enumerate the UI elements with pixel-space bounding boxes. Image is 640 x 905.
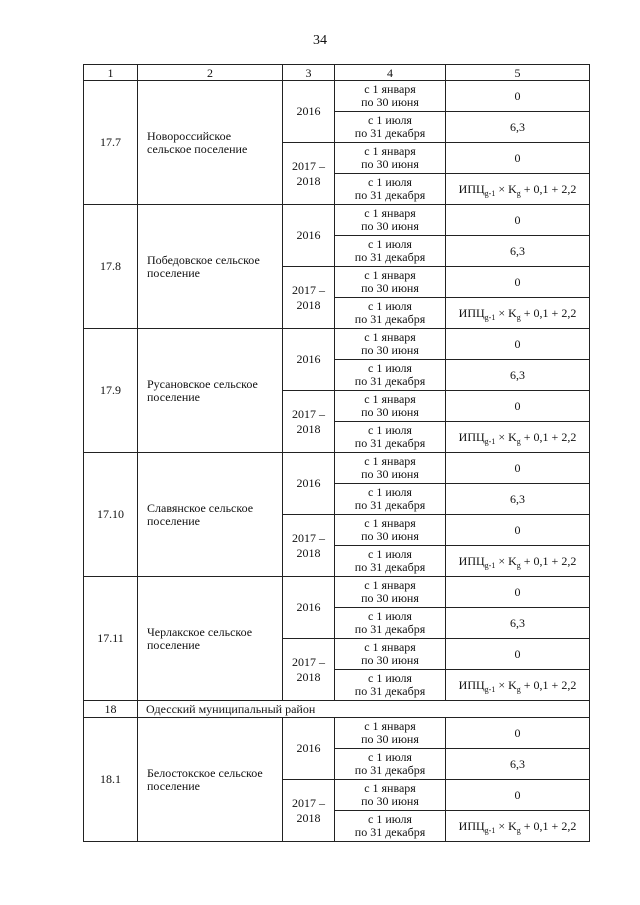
value-text: 0 <box>514 336 521 351</box>
settlement-name-cell <box>138 81 283 205</box>
period-start: с 1 июля <box>368 812 412 826</box>
period-end: по 31 декабря <box>354 312 426 326</box>
settlement-name-cell <box>138 577 283 701</box>
header-row <box>84 65 590 81</box>
value-cell <box>446 81 590 112</box>
period-cell <box>335 608 446 639</box>
table-row <box>84 718 590 749</box>
value-cell <box>446 329 590 360</box>
period-start: с 1 января <box>364 392 416 406</box>
settlement-code: 17.7 <box>84 81 138 205</box>
settlement-code: 17.11 <box>84 577 138 701</box>
period-end: по 30 июня <box>361 653 419 667</box>
header-cell-4: 4 <box>335 65 446 81</box>
value-cell <box>446 267 590 298</box>
period-end: по 30 июня <box>361 219 419 233</box>
period-start: с 1 июля <box>368 750 412 764</box>
formula-times: × K <box>495 553 517 568</box>
formula-tail: + 0,1 + 2,2 <box>520 818 577 833</box>
settlement-name: Черлакское сельское поселение <box>147 624 253 652</box>
year-label: 2016 <box>296 476 321 490</box>
period-cell <box>335 112 446 143</box>
year-label: 2017 – 2018 <box>292 406 325 436</box>
period-start: с 1 января <box>364 268 416 282</box>
value-cell <box>446 670 590 701</box>
period-cell <box>335 236 446 267</box>
value-cell <box>446 718 590 749</box>
period-start: с 1 июля <box>368 609 412 623</box>
value-cell <box>446 391 590 422</box>
table-row <box>84 577 590 608</box>
period-start: с 1 июля <box>368 361 412 375</box>
period-cell <box>335 749 446 780</box>
value-text: 6,3 <box>510 491 525 506</box>
tariff-table <box>83 64 590 842</box>
settlement-code: 17.8 <box>84 205 138 329</box>
period-cell <box>335 718 446 749</box>
period-cell <box>335 546 446 577</box>
header-cell-3: 3 <box>283 65 335 81</box>
year-cell <box>283 453 335 515</box>
formula-sub-g: g <box>516 312 521 322</box>
value-text: 6,3 <box>510 615 525 630</box>
formula-main: ИПЦ <box>458 553 485 568</box>
formula <box>459 678 577 692</box>
year-label: 2016 <box>296 104 321 118</box>
period-start: с 1 июля <box>368 299 412 313</box>
value-text: 0 <box>514 787 521 802</box>
period-cell <box>335 360 446 391</box>
period-end: по 31 декабря <box>354 498 426 512</box>
year-cell <box>283 143 335 205</box>
formula-main: ИПЦ <box>458 429 485 444</box>
value-cell <box>446 112 590 143</box>
period-cell <box>335 205 446 236</box>
period-end: по 30 июня <box>361 281 419 295</box>
year-label: 2017 – 2018 <box>292 795 325 825</box>
period-start: с 1 января <box>364 82 416 96</box>
formula-times: × K <box>495 677 517 692</box>
value-cell <box>446 143 590 174</box>
period-end: по 31 декабря <box>354 436 426 450</box>
formula <box>459 554 577 568</box>
formula-main: ИПЦ <box>458 181 485 196</box>
formula-sub-g: g <box>516 560 521 570</box>
settlement-name-cell <box>138 329 283 453</box>
period-cell <box>335 267 446 298</box>
period-end: по 30 июня <box>361 405 419 419</box>
value-cell <box>446 422 590 453</box>
header-cell-5: 5 <box>446 65 590 81</box>
settlement-name: Белостокское сельское поселение <box>147 765 263 793</box>
period-start: с 1 января <box>364 516 416 530</box>
year-cell <box>283 329 335 391</box>
period-end: по 30 июня <box>361 95 419 109</box>
value-cell <box>446 639 590 670</box>
period-end: по 31 декабря <box>354 622 426 636</box>
period-end: по 30 июня <box>361 343 419 357</box>
value-cell <box>446 174 590 205</box>
value-cell <box>446 484 590 515</box>
period-cell <box>335 422 446 453</box>
formula-times: × K <box>495 305 517 320</box>
period-start: с 1 июля <box>368 113 412 127</box>
period-start: с 1 января <box>364 578 416 592</box>
value-text: 0 <box>514 460 521 475</box>
settlement-name-cell <box>138 205 283 329</box>
year-cell <box>283 267 335 329</box>
year-label: 2017 – 2018 <box>292 530 325 560</box>
period-end: по 30 июня <box>361 794 419 808</box>
year-cell <box>283 577 335 639</box>
header-cell-2: 2 <box>138 65 283 81</box>
formula <box>459 182 577 196</box>
table-body <box>84 65 590 842</box>
formula <box>459 819 577 833</box>
value-text: 6,3 <box>510 367 525 382</box>
formula-tail: + 0,1 + 2,2 <box>520 429 577 444</box>
value-text: 0 <box>514 522 521 537</box>
period-start: с 1 января <box>364 454 416 468</box>
settlement-name: Русановское сельское поселение <box>147 376 258 404</box>
formula-sub-year: g-1 <box>484 436 496 446</box>
period-start: с 1 июля <box>368 671 412 685</box>
formula-sub-g: g <box>516 684 521 694</box>
period-start: с 1 января <box>364 144 416 158</box>
value-text: 0 <box>514 212 521 227</box>
period-cell <box>335 174 446 205</box>
page-number: 34 <box>313 33 327 48</box>
value-cell <box>446 749 590 780</box>
settlement-name-cell <box>138 453 283 577</box>
year-label: 2017 – 2018 <box>292 282 325 312</box>
value-cell <box>446 608 590 639</box>
year-cell <box>283 391 335 453</box>
period-cell <box>335 329 446 360</box>
value-cell <box>446 780 590 811</box>
formula-sub-year: g-1 <box>484 560 496 570</box>
value-cell <box>446 360 590 391</box>
formula-sub-g: g <box>516 825 521 835</box>
formula-sub-g: g <box>516 188 521 198</box>
formula-sub-year: g-1 <box>484 188 496 198</box>
value-cell <box>446 577 590 608</box>
year-cell <box>283 718 335 780</box>
period-start: с 1 июля <box>368 423 412 437</box>
year-label: 2017 – 2018 <box>292 654 325 684</box>
value-cell <box>446 515 590 546</box>
year-label: 2016 <box>296 741 321 755</box>
settlement-name: Новороссийское сельское поселение <box>147 128 248 156</box>
year-cell <box>283 780 335 842</box>
formula-tail: + 0,1 + 2,2 <box>520 305 577 320</box>
period-cell <box>335 143 446 174</box>
formula-sub-g: g <box>516 436 521 446</box>
period-start: с 1 июля <box>368 485 412 499</box>
period-cell <box>335 298 446 329</box>
year-label: 2016 <box>296 352 321 366</box>
settlement-code: 17.9 <box>84 329 138 453</box>
table-row <box>84 81 590 112</box>
header-cell-1: 1 <box>84 65 138 81</box>
period-start: с 1 января <box>364 640 416 654</box>
period-cell <box>335 670 446 701</box>
formula-times: × K <box>495 429 517 444</box>
region-code: 18 <box>84 701 138 718</box>
settlement-name: Победовское сельское поселение <box>147 252 260 280</box>
table-row <box>84 205 590 236</box>
period-start: с 1 июля <box>368 175 412 189</box>
formula-tail: + 0,1 + 2,2 <box>520 553 577 568</box>
value-text: 6,3 <box>510 756 525 771</box>
period-end: по 31 декабря <box>354 250 426 264</box>
value-text: 0 <box>514 274 521 289</box>
formula-main: ИПЦ <box>458 818 485 833</box>
value-cell <box>446 205 590 236</box>
settlement-name: Славянское сельское поселение <box>147 500 254 528</box>
period-end: по 31 декабря <box>354 374 426 388</box>
period-end: по 31 декабря <box>354 684 426 698</box>
value-cell <box>446 298 590 329</box>
period-cell <box>335 81 446 112</box>
year-label: 2017 – 2018 <box>292 158 325 188</box>
value-text: 0 <box>514 150 521 165</box>
value-text: 0 <box>514 88 521 103</box>
table-row <box>84 453 590 484</box>
value-cell <box>446 546 590 577</box>
period-end: по 30 июня <box>361 157 419 171</box>
year-label: 2016 <box>296 600 321 614</box>
value-text: 6,3 <box>510 119 525 134</box>
table-row <box>84 329 590 360</box>
period-cell <box>335 577 446 608</box>
formula-main: ИПЦ <box>458 677 485 692</box>
settlement-name-cell <box>138 718 283 842</box>
year-cell <box>283 639 335 701</box>
period-end: по 31 декабря <box>354 763 426 777</box>
settlement-code: 17.10 <box>84 453 138 577</box>
period-start: с 1 января <box>364 781 416 795</box>
period-end: по 31 декабря <box>354 188 426 202</box>
formula-main: ИПЦ <box>458 305 485 320</box>
year-cell <box>283 515 335 577</box>
period-cell <box>335 639 446 670</box>
formula-sub-year: g-1 <box>484 684 496 694</box>
year-cell <box>283 81 335 143</box>
formula <box>459 430 577 444</box>
value-text: 0 <box>514 725 521 740</box>
period-end: по 30 июня <box>361 467 419 481</box>
period-end: по 31 декабря <box>354 126 426 140</box>
period-end: по 30 июня <box>361 529 419 543</box>
value-text: 0 <box>514 398 521 413</box>
region-name: Одесский муниципальный район <box>138 701 590 718</box>
formula-times: × K <box>495 818 517 833</box>
period-cell <box>335 515 446 546</box>
period-start: с 1 января <box>364 719 416 733</box>
formula-sub-year: g-1 <box>484 825 496 835</box>
period-cell <box>335 391 446 422</box>
year-label: 2016 <box>296 228 321 242</box>
period-cell <box>335 484 446 515</box>
period-end: по 31 декабря <box>354 825 426 839</box>
year-cell <box>283 205 335 267</box>
value-cell <box>446 236 590 267</box>
period-end: по 30 июня <box>361 732 419 746</box>
value-text: 6,3 <box>510 243 525 258</box>
period-start: с 1 июля <box>368 237 412 251</box>
period-start: с 1 января <box>364 206 416 220</box>
value-cell <box>446 453 590 484</box>
value-cell <box>446 811 590 842</box>
period-end: по 31 декабря <box>354 560 426 574</box>
formula-times: × K <box>495 181 517 196</box>
region-row <box>84 701 590 718</box>
period-start: с 1 января <box>364 330 416 344</box>
settlement-code: 18.1 <box>84 718 138 842</box>
formula-sub-year: g-1 <box>484 312 496 322</box>
value-text: 0 <box>514 646 521 661</box>
period-cell <box>335 780 446 811</box>
formula-tail: + 0,1 + 2,2 <box>520 181 577 196</box>
formula <box>459 306 577 320</box>
period-start: с 1 июля <box>368 547 412 561</box>
formula-tail: + 0,1 + 2,2 <box>520 677 577 692</box>
period-cell <box>335 453 446 484</box>
period-end: по 30 июня <box>361 591 419 605</box>
period-cell <box>335 811 446 842</box>
value-text: 0 <box>514 584 521 599</box>
